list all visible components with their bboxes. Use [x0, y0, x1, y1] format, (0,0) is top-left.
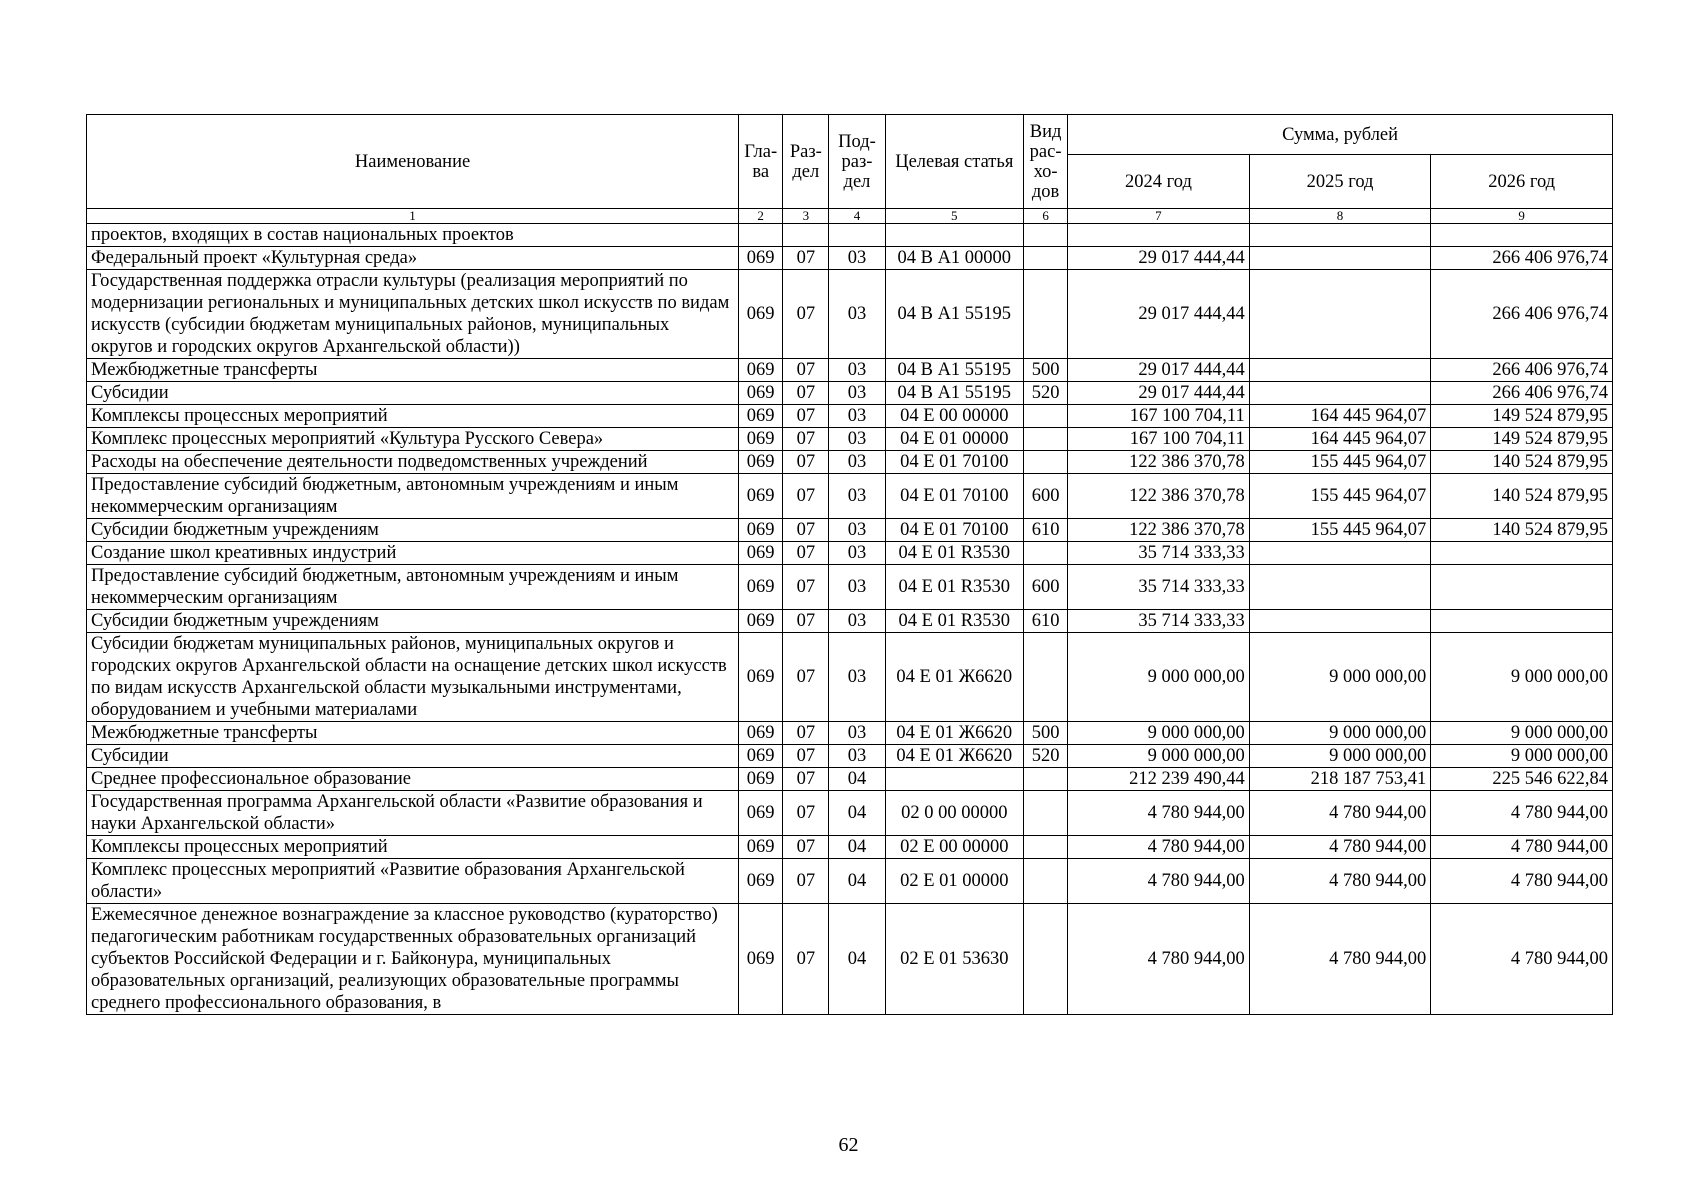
row-podrazdel: 03: [829, 722, 885, 745]
row-vid-rashodov: 610: [1024, 610, 1068, 633]
row-sum-2025: 4 780 944,00: [1249, 859, 1431, 904]
row-name: Субсидии бюджетам муниципальных районов, муниципальных округов и городских округов Архангельской области на оснащение детских школ искусств по видам искусств Архангельской области музыкальными инструментами, оборудованием и учебными материалами: [87, 633, 739, 722]
row-sum-2026: 266 406 976,74: [1431, 382, 1613, 405]
budget-table: [86, 114, 1613, 1015]
row-sum-2025: [1249, 542, 1431, 565]
row-celevaya-statya: 04 Е 01 00000: [885, 428, 1023, 451]
row-sum-2024: 35 714 333,33: [1068, 542, 1250, 565]
row-sum-2026: 140 524 879,95: [1431, 451, 1613, 474]
row-sum-2026: 149 524 879,95: [1431, 428, 1613, 451]
row-celevaya-statya: 04 В А1 55195: [885, 270, 1023, 359]
table-row: [87, 405, 1613, 428]
row-glava: 069: [739, 519, 783, 542]
table-row: [87, 768, 1613, 791]
row-podrazdel: 03: [829, 247, 885, 270]
row-glava: 069: [739, 859, 783, 904]
row-glava: 069: [739, 565, 783, 610]
row-razdel: 07: [783, 542, 829, 565]
row-sum-2024: 4 780 944,00: [1068, 904, 1250, 1015]
row-razdel: 07: [783, 270, 829, 359]
row-sum-2025: [1249, 359, 1431, 382]
table-row: [87, 904, 1613, 1015]
table-header: [87, 115, 1613, 224]
header-year-2026: 2026 год: [1431, 155, 1613, 209]
row-razdel: 07: [783, 451, 829, 474]
row-celevaya-statya: 04 Е 01 70100: [885, 519, 1023, 542]
row-glava: 069: [739, 359, 783, 382]
row-sum-2025: 164 445 964,07: [1249, 405, 1431, 428]
row-razdel: 07: [783, 565, 829, 610]
row-glava: 069: [739, 904, 783, 1015]
row-sum-2025: 9 000 000,00: [1249, 745, 1431, 768]
row-glava: 069: [739, 382, 783, 405]
row-sum-2026: 266 406 976,74: [1431, 359, 1613, 382]
row-sum-2024: 4 780 944,00: [1068, 791, 1250, 836]
row-sum-2025: [1249, 382, 1431, 405]
row-celevaya-statya: 04 Е 01 R3530: [885, 565, 1023, 610]
row-vid-rashodov: [1024, 247, 1068, 270]
table-row: [87, 633, 1613, 722]
row-razdel: 07: [783, 247, 829, 270]
row-celevaya-statya: 04 Е 01 R3530: [885, 610, 1023, 633]
row-sum-2026: 4 780 944,00: [1431, 791, 1613, 836]
row-sum-2026: 225 546 622,84: [1431, 768, 1613, 791]
row-name: Комплексы процессных мероприятий: [87, 405, 739, 428]
row-sum-2025: [1249, 610, 1431, 633]
row-sum-2025: 155 445 964,07: [1249, 519, 1431, 542]
row-sum-2024: 167 100 704,11: [1068, 405, 1250, 428]
row-podrazdel: 04: [829, 836, 885, 859]
row-name: Государственная поддержка отрасли культуры (реализация мероприятий по модернизации региональных и муниципальных детских школ искусств по видам искусств (субсидии бюджетам муниципальных районов, муниципальных округов и городских округов Архангельской области)): [87, 270, 739, 359]
row-vid-rashodov: 610: [1024, 519, 1068, 542]
row-sum-2025: 9 000 000,00: [1249, 633, 1431, 722]
row-razdel: 07: [783, 359, 829, 382]
row-glava: 069: [739, 745, 783, 768]
column-number: 4: [829, 209, 885, 224]
row-name: Комплекс процессных мероприятий «Культура Русского Севера»: [87, 428, 739, 451]
row-glava: 069: [739, 428, 783, 451]
row-name: Субсидии: [87, 382, 739, 405]
row-celevaya-statya: 04 В А1 55195: [885, 382, 1023, 405]
row-celevaya-statya: 04 Е 01 Ж6620: [885, 722, 1023, 745]
row-razdel: 07: [783, 768, 829, 791]
row-sum-2025: 218 187 753,41: [1249, 768, 1431, 791]
row-sum-2024: 35 714 333,33: [1068, 610, 1250, 633]
row-sum-2025: 164 445 964,07: [1249, 428, 1431, 451]
row-podrazdel: 03: [829, 474, 885, 519]
row-sum-2026: 149 524 879,95: [1431, 405, 1613, 428]
row-sum-2025: 155 445 964,07: [1249, 451, 1431, 474]
table-row: [87, 247, 1613, 270]
row-razdel: 07: [783, 610, 829, 633]
row-sum-2026: 9 000 000,00: [1431, 745, 1613, 768]
row-vid-rashodov: [1024, 791, 1068, 836]
table-row: [87, 791, 1613, 836]
row-name: проектов, входящих в состав национальных проектов: [87, 224, 739, 247]
row-celevaya-statya: [885, 224, 1023, 247]
row-celevaya-statya: 02 Е 00 00000: [885, 836, 1023, 859]
header-vid-rashodov: Вид рас-хо-дов: [1024, 115, 1068, 209]
table-row: [87, 359, 1613, 382]
row-glava: 069: [739, 836, 783, 859]
row-name: Создание школ креативных индустрий: [87, 542, 739, 565]
row-sum-2024: 9 000 000,00: [1068, 633, 1250, 722]
row-podrazdel: 04: [829, 859, 885, 904]
row-sum-2026: 140 524 879,95: [1431, 519, 1613, 542]
row-sum-2024: 29 017 444,44: [1068, 247, 1250, 270]
row-sum-2026: 4 780 944,00: [1431, 904, 1613, 1015]
table-row: [87, 474, 1613, 519]
row-razdel: 07: [783, 405, 829, 428]
row-podrazdel: 03: [829, 745, 885, 768]
row-podrazdel: 03: [829, 610, 885, 633]
row-name: Субсидии: [87, 745, 739, 768]
row-sum-2024: 29 017 444,44: [1068, 270, 1250, 359]
row-vid-rashodov: [1024, 428, 1068, 451]
row-celevaya-statya: 04 Е 01 R3530: [885, 542, 1023, 565]
row-sum-2025: 4 780 944,00: [1249, 791, 1431, 836]
row-razdel: 07: [783, 836, 829, 859]
header-year-2024: 2024 год: [1068, 155, 1250, 209]
row-name: Предоставление субсидий бюджетным, автономным учреждениям и иным некоммерческим организациям: [87, 474, 739, 519]
table-row: [87, 382, 1613, 405]
row-podrazdel: [829, 224, 885, 247]
row-celevaya-statya: 04 Е 01 Ж6620: [885, 633, 1023, 722]
row-vid-rashodov: 600: [1024, 474, 1068, 519]
row-celevaya-statya: 04 Е 00 00000: [885, 405, 1023, 428]
header-year-2025: 2025 год: [1249, 155, 1431, 209]
row-glava: 069: [739, 542, 783, 565]
row-glava: 069: [739, 270, 783, 359]
table-row: [87, 565, 1613, 610]
row-sum-2026: [1431, 542, 1613, 565]
table-row: [87, 859, 1613, 904]
row-vid-rashodov: 520: [1024, 745, 1068, 768]
row-celevaya-statya: 02 0 00 00000: [885, 791, 1023, 836]
row-vid-rashodov: 600: [1024, 565, 1068, 610]
row-podrazdel: 03: [829, 405, 885, 428]
row-sum-2026: [1431, 565, 1613, 610]
row-name: Федеральный проект «Культурная среда»: [87, 247, 739, 270]
row-name: Ежемесячное денежное вознаграждение за классное руководство (кураторство) педагогическим работникам государственных образовательных организаций субъектов Российской Федерации и г. Байконура, муниципальных образовательных организаций, реализующих образовательные программы среднего профессионального образования, в: [87, 904, 739, 1015]
row-vid-rashodov: [1024, 270, 1068, 359]
table-row: [87, 542, 1613, 565]
row-razdel: 07: [783, 428, 829, 451]
row-celevaya-statya: [885, 768, 1023, 791]
row-celevaya-statya: 02 Е 01 53630: [885, 904, 1023, 1015]
row-sum-2024: 212 239 490,44: [1068, 768, 1250, 791]
row-sum-2025: [1249, 247, 1431, 270]
row-podrazdel: 04: [829, 791, 885, 836]
row-sum-2024: 122 386 370,78: [1068, 451, 1250, 474]
table-row: [87, 519, 1613, 542]
row-razdel: 07: [783, 745, 829, 768]
header-celevaya-statya: Целевая статья: [885, 115, 1023, 209]
row-podrazdel: 03: [829, 542, 885, 565]
row-celevaya-statya: 04 Е 01 Ж6620: [885, 745, 1023, 768]
table-row: [87, 722, 1613, 745]
row-sum-2024: 4 780 944,00: [1068, 859, 1250, 904]
row-sum-2024: [1068, 224, 1250, 247]
header-summa: Сумма, рублей: [1068, 115, 1613, 155]
column-number: 6: [1024, 209, 1068, 224]
row-celevaya-statya: 02 Е 01 00000: [885, 859, 1023, 904]
row-sum-2024: 122 386 370,78: [1068, 519, 1250, 542]
row-vid-rashodov: [1024, 859, 1068, 904]
row-razdel: 07: [783, 633, 829, 722]
row-vid-rashodov: 500: [1024, 722, 1068, 745]
table-row: [87, 610, 1613, 633]
table-row: [87, 836, 1613, 859]
row-razdel: 07: [783, 722, 829, 745]
row-sum-2026: 4 780 944,00: [1431, 836, 1613, 859]
row-vid-rashodov: [1024, 633, 1068, 722]
row-podrazdel: 03: [829, 519, 885, 542]
row-podrazdel: 03: [829, 565, 885, 610]
column-number: 9: [1431, 209, 1613, 224]
row-glava: 069: [739, 768, 783, 791]
row-celevaya-statya: 04 Е 01 70100: [885, 451, 1023, 474]
row-vid-rashodov: [1024, 542, 1068, 565]
row-podrazdel: 03: [829, 428, 885, 451]
column-number: 2: [739, 209, 783, 224]
row-podrazdel: 03: [829, 382, 885, 405]
row-glava: 069: [739, 474, 783, 519]
row-sum-2024: 122 386 370,78: [1068, 474, 1250, 519]
row-razdel: 07: [783, 382, 829, 405]
row-name: Межбюджетные трансферты: [87, 359, 739, 382]
row-sum-2026: 266 406 976,74: [1431, 270, 1613, 359]
table-body: [87, 224, 1613, 1015]
header-name: Наименование: [87, 115, 739, 209]
row-sum-2025: [1249, 270, 1431, 359]
row-sum-2024: 4 780 944,00: [1068, 836, 1250, 859]
row-name: Среднее профессиональное образование: [87, 768, 739, 791]
row-name: Расходы на обеспечение деятельности подведомственных учреждений: [87, 451, 739, 474]
row-razdel: 07: [783, 859, 829, 904]
row-glava: 069: [739, 610, 783, 633]
row-sum-2025: 9 000 000,00: [1249, 722, 1431, 745]
column-number: 5: [885, 209, 1023, 224]
table-row: [87, 451, 1613, 474]
row-sum-2026: 266 406 976,74: [1431, 247, 1613, 270]
row-sum-2025: 155 445 964,07: [1249, 474, 1431, 519]
column-number: 1: [87, 209, 739, 224]
row-sum-2026: 9 000 000,00: [1431, 633, 1613, 722]
row-razdel: 07: [783, 791, 829, 836]
column-number: 3: [783, 209, 829, 224]
row-name: Комплексы процессных мероприятий: [87, 836, 739, 859]
row-podrazdel: 03: [829, 451, 885, 474]
row-vid-rashodov: 500: [1024, 359, 1068, 382]
header-podrazdel: Под-раз-дел: [829, 115, 885, 209]
row-sum-2024: 9 000 000,00: [1068, 722, 1250, 745]
table-row: [87, 224, 1613, 247]
row-sum-2025: 4 780 944,00: [1249, 836, 1431, 859]
row-sum-2024: 35 714 333,33: [1068, 565, 1250, 610]
row-sum-2025: 4 780 944,00: [1249, 904, 1431, 1015]
row-glava: [739, 224, 783, 247]
column-numbers-row: [87, 209, 1613, 224]
row-name: Субсидии бюджетным учреждениям: [87, 610, 739, 633]
table-row: [87, 270, 1613, 359]
column-number: 8: [1249, 209, 1431, 224]
row-vid-rashodov: 520: [1024, 382, 1068, 405]
row-sum-2024: 9 000 000,00: [1068, 745, 1250, 768]
row-glava: 069: [739, 247, 783, 270]
row-podrazdel: 03: [829, 633, 885, 722]
row-vid-rashodov: [1024, 904, 1068, 1015]
row-name: Субсидии бюджетным учреждениям: [87, 519, 739, 542]
row-vid-rashodov: [1024, 451, 1068, 474]
row-podrazdel: 04: [829, 904, 885, 1015]
row-name: Межбюджетные трансферты: [87, 722, 739, 745]
row-glava: 069: [739, 451, 783, 474]
row-sum-2024: 29 017 444,44: [1068, 382, 1250, 405]
row-sum-2026: 9 000 000,00: [1431, 722, 1613, 745]
row-sum-2025: [1249, 565, 1431, 610]
row-vid-rashodov: [1024, 768, 1068, 791]
table-row: [87, 745, 1613, 768]
row-name: Государственная программа Архангельской области «Развитие образования и науки Архангельской области»: [87, 791, 739, 836]
row-podrazdel: 03: [829, 270, 885, 359]
row-vid-rashodov: [1024, 224, 1068, 247]
row-sum-2025: [1249, 224, 1431, 247]
row-vid-rashodov: [1024, 405, 1068, 428]
row-celevaya-statya: 04 В А1 55195: [885, 359, 1023, 382]
row-sum-2026: [1431, 610, 1613, 633]
row-glava: 069: [739, 791, 783, 836]
row-celevaya-statya: 04 В А1 00000: [885, 247, 1023, 270]
row-sum-2024: 29 017 444,44: [1068, 359, 1250, 382]
row-glava: 069: [739, 633, 783, 722]
row-sum-2026: [1431, 224, 1613, 247]
row-glava: 069: [739, 722, 783, 745]
table-row: [87, 428, 1613, 451]
row-podrazdel: 04: [829, 768, 885, 791]
row-razdel: 07: [783, 474, 829, 519]
row-razdel: 07: [783, 519, 829, 542]
page-number: 62: [838, 1134, 859, 1156]
header-glava: Гла-ва: [739, 115, 783, 209]
row-sum-2026: 4 780 944,00: [1431, 859, 1613, 904]
row-razdel: 07: [783, 904, 829, 1015]
row-glava: 069: [739, 405, 783, 428]
row-celevaya-statya: 04 Е 01 70100: [885, 474, 1023, 519]
row-podrazdel: 03: [829, 359, 885, 382]
row-sum-2024: 167 100 704,11: [1068, 428, 1250, 451]
row-name: Предоставление субсидий бюджетным, автономным учреждениям и иным некоммерческим организациям: [87, 565, 739, 610]
column-number: 7: [1068, 209, 1250, 224]
header-razdel: Раз-дел: [783, 115, 829, 209]
row-vid-rashodov: [1024, 836, 1068, 859]
row-name: Комплекс процессных мероприятий «Развитие образования Архангельской области»: [87, 859, 739, 904]
row-sum-2026: 140 524 879,95: [1431, 474, 1613, 519]
row-razdel: [783, 224, 829, 247]
